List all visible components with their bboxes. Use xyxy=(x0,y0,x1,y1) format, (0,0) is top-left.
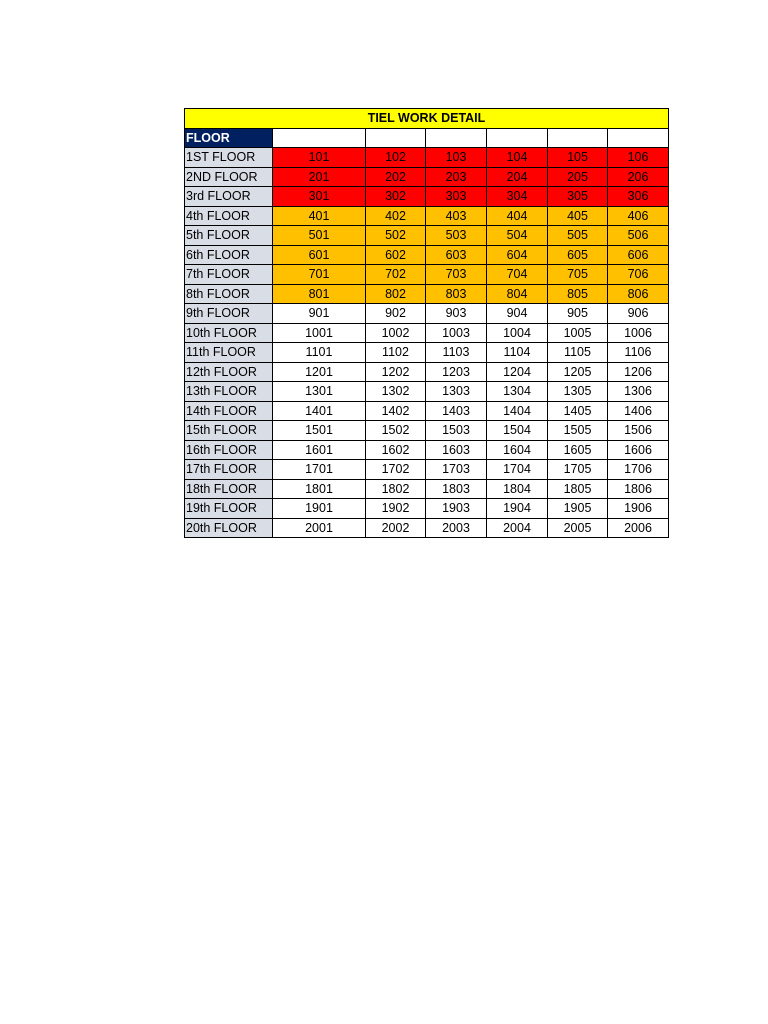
unit-cell: 1906 xyxy=(608,499,669,519)
unit-cell: 305 xyxy=(548,187,608,207)
unit-cell: 1503 xyxy=(426,421,487,441)
floor-label: 10th FLOOR xyxy=(185,323,273,343)
unit-cell: 702 xyxy=(366,265,426,285)
unit-cell: 704 xyxy=(487,265,548,285)
unit-cell: 102 xyxy=(366,148,426,168)
unit-cell: 1601 xyxy=(273,440,366,460)
unit-cell: 706 xyxy=(608,265,669,285)
unit-cell: 405 xyxy=(548,206,608,226)
unit-cell: 601 xyxy=(273,245,366,265)
unit-cell: 1703 xyxy=(426,460,487,480)
unit-cell: 701 xyxy=(273,265,366,285)
unit-cell: 505 xyxy=(548,226,608,246)
unit-cell: 402 xyxy=(366,206,426,226)
unit-cell: 1401 xyxy=(273,401,366,421)
unit-cell: 1604 xyxy=(487,440,548,460)
table-row xyxy=(185,401,669,421)
unit-cell: 703 xyxy=(426,265,487,285)
unit-cell: 1404 xyxy=(487,401,548,421)
unit-cell: 1506 xyxy=(608,421,669,441)
unit-cell: 1702 xyxy=(366,460,426,480)
table-row xyxy=(185,148,669,168)
unit-cell: 1305 xyxy=(548,382,608,402)
unit-cell: 1805 xyxy=(548,479,608,499)
unit-cell: 1006 xyxy=(608,323,669,343)
unit-cell: 906 xyxy=(608,304,669,324)
floor-label: 13th FLOOR xyxy=(185,382,273,402)
unit-cell: 2004 xyxy=(487,518,548,538)
unit-cell: 1203 xyxy=(426,362,487,382)
unit-cell: 401 xyxy=(273,206,366,226)
unit-cell: 1201 xyxy=(273,362,366,382)
floor-label: 15th FLOOR xyxy=(185,421,273,441)
floor-label: 11th FLOOR xyxy=(185,343,273,363)
floor-label: 8th FLOOR xyxy=(185,284,273,304)
unit-cell: 801 xyxy=(273,284,366,304)
table-row xyxy=(185,362,669,382)
floor-label: 2ND FLOOR xyxy=(185,167,273,187)
unit-cell: 1806 xyxy=(608,479,669,499)
header-cell xyxy=(548,128,608,148)
unit-cell: 403 xyxy=(426,206,487,226)
table-row xyxy=(185,323,669,343)
unit-cell: 206 xyxy=(608,167,669,187)
table-row xyxy=(185,187,669,207)
unit-cell: 306 xyxy=(608,187,669,207)
unit-cell: 1903 xyxy=(426,499,487,519)
unit-cell: 1701 xyxy=(273,460,366,480)
unit-cell: 604 xyxy=(487,245,548,265)
unit-cell: 603 xyxy=(426,245,487,265)
unit-cell: 1303 xyxy=(426,382,487,402)
floor-label: 12th FLOOR xyxy=(185,362,273,382)
header-cell xyxy=(487,128,548,148)
floor-header: FLOOR xyxy=(185,128,273,148)
unit-cell: 1505 xyxy=(548,421,608,441)
floor-label: 6th FLOOR xyxy=(185,245,273,265)
floor-label: 19th FLOOR xyxy=(185,499,273,519)
unit-cell: 1205 xyxy=(548,362,608,382)
table-row xyxy=(185,499,669,519)
table-row xyxy=(185,265,669,285)
unit-cell: 902 xyxy=(366,304,426,324)
header-cell xyxy=(366,128,426,148)
floor-label: 18th FLOOR xyxy=(185,479,273,499)
unit-cell: 1901 xyxy=(273,499,366,519)
unit-cell: 1504 xyxy=(487,421,548,441)
unit-cell: 901 xyxy=(273,304,366,324)
unit-cell: 1803 xyxy=(426,479,487,499)
unit-cell: 1403 xyxy=(426,401,487,421)
unit-cell: 1101 xyxy=(273,343,366,363)
header-cell xyxy=(273,128,366,148)
unit-cell: 1001 xyxy=(273,323,366,343)
unit-cell: 805 xyxy=(548,284,608,304)
unit-cell: 1405 xyxy=(548,401,608,421)
table-title: TIEL WORK DETAIL xyxy=(185,109,669,129)
unit-cell: 1003 xyxy=(426,323,487,343)
unit-cell: 201 xyxy=(273,167,366,187)
table-row xyxy=(185,382,669,402)
unit-cell: 1501 xyxy=(273,421,366,441)
unit-cell: 1005 xyxy=(548,323,608,343)
unit-cell: 204 xyxy=(487,167,548,187)
unit-cell: 1002 xyxy=(366,323,426,343)
unit-cell: 504 xyxy=(487,226,548,246)
unit-cell: 1106 xyxy=(608,343,669,363)
unit-cell: 1103 xyxy=(426,343,487,363)
unit-cell: 1306 xyxy=(608,382,669,402)
unit-cell: 104 xyxy=(487,148,548,168)
header-cell xyxy=(426,128,487,148)
unit-cell: 503 xyxy=(426,226,487,246)
unit-cell: 404 xyxy=(487,206,548,226)
unit-cell: 802 xyxy=(366,284,426,304)
unit-cell: 506 xyxy=(608,226,669,246)
floor-label: 17th FLOOR xyxy=(185,460,273,480)
table-row xyxy=(185,440,669,460)
unit-cell: 804 xyxy=(487,284,548,304)
unit-cell: 101 xyxy=(273,148,366,168)
unit-cell: 1804 xyxy=(487,479,548,499)
unit-cell: 304 xyxy=(487,187,548,207)
table-row xyxy=(185,460,669,480)
unit-cell: 1104 xyxy=(487,343,548,363)
unit-cell: 903 xyxy=(426,304,487,324)
table-row xyxy=(185,479,669,499)
table-row xyxy=(185,284,669,304)
unit-cell: 1502 xyxy=(366,421,426,441)
title-row xyxy=(185,109,669,129)
unit-cell: 501 xyxy=(273,226,366,246)
unit-cell: 1904 xyxy=(487,499,548,519)
unit-cell: 106 xyxy=(608,148,669,168)
unit-cell: 606 xyxy=(608,245,669,265)
table-row xyxy=(185,206,669,226)
unit-cell: 705 xyxy=(548,265,608,285)
table-row xyxy=(185,226,669,246)
table-row xyxy=(185,343,669,363)
unit-cell: 803 xyxy=(426,284,487,304)
floor-label: 5th FLOOR xyxy=(185,226,273,246)
unit-cell: 1706 xyxy=(608,460,669,480)
table-row xyxy=(185,304,669,324)
unit-cell: 406 xyxy=(608,206,669,226)
table-row xyxy=(185,421,669,441)
unit-cell: 1603 xyxy=(426,440,487,460)
unit-cell: 205 xyxy=(548,167,608,187)
unit-cell: 203 xyxy=(426,167,487,187)
unit-cell: 1705 xyxy=(548,460,608,480)
unit-cell: 1202 xyxy=(366,362,426,382)
header-row xyxy=(185,128,669,148)
unit-cell: 2001 xyxy=(273,518,366,538)
unit-cell: 1206 xyxy=(608,362,669,382)
unit-cell: 605 xyxy=(548,245,608,265)
unit-cell: 602 xyxy=(366,245,426,265)
unit-cell: 103 xyxy=(426,148,487,168)
unit-cell: 2005 xyxy=(548,518,608,538)
floor-label: 1ST FLOOR xyxy=(185,148,273,168)
unit-cell: 1302 xyxy=(366,382,426,402)
unit-cell: 1102 xyxy=(366,343,426,363)
unit-cell: 1301 xyxy=(273,382,366,402)
unit-cell: 1902 xyxy=(366,499,426,519)
unit-cell: 1004 xyxy=(487,323,548,343)
unit-cell: 1802 xyxy=(366,479,426,499)
unit-cell: 105 xyxy=(548,148,608,168)
unit-cell: 2006 xyxy=(608,518,669,538)
unit-cell: 302 xyxy=(366,187,426,207)
unit-cell: 1602 xyxy=(366,440,426,460)
table-row xyxy=(185,518,669,538)
unit-cell: 1304 xyxy=(487,382,548,402)
unit-cell: 1704 xyxy=(487,460,548,480)
unit-cell: 301 xyxy=(273,187,366,207)
unit-cell: 2002 xyxy=(366,518,426,538)
floor-label: 14th FLOOR xyxy=(185,401,273,421)
header-cell xyxy=(608,128,669,148)
tile-work-table xyxy=(184,108,669,538)
unit-cell: 1605 xyxy=(548,440,608,460)
table-row xyxy=(185,245,669,265)
floor-label: 16th FLOOR xyxy=(185,440,273,460)
unit-cell: 1905 xyxy=(548,499,608,519)
unit-cell: 1105 xyxy=(548,343,608,363)
unit-cell: 2003 xyxy=(426,518,487,538)
unit-cell: 806 xyxy=(608,284,669,304)
unit-cell: 502 xyxy=(366,226,426,246)
unit-cell: 1801 xyxy=(273,479,366,499)
floor-label: 3rd FLOOR xyxy=(185,187,273,207)
unit-cell: 1606 xyxy=(608,440,669,460)
floor-label: 9th FLOOR xyxy=(185,304,273,324)
unit-cell: 1406 xyxy=(608,401,669,421)
floor-label: 4th FLOOR xyxy=(185,206,273,226)
table-row xyxy=(185,167,669,187)
unit-cell: 1204 xyxy=(487,362,548,382)
unit-cell: 904 xyxy=(487,304,548,324)
floor-label: 20th FLOOR xyxy=(185,518,273,538)
unit-cell: 905 xyxy=(548,304,608,324)
floor-label: 7th FLOOR xyxy=(185,265,273,285)
unit-cell: 1402 xyxy=(366,401,426,421)
unit-cell: 303 xyxy=(426,187,487,207)
unit-cell: 202 xyxy=(366,167,426,187)
